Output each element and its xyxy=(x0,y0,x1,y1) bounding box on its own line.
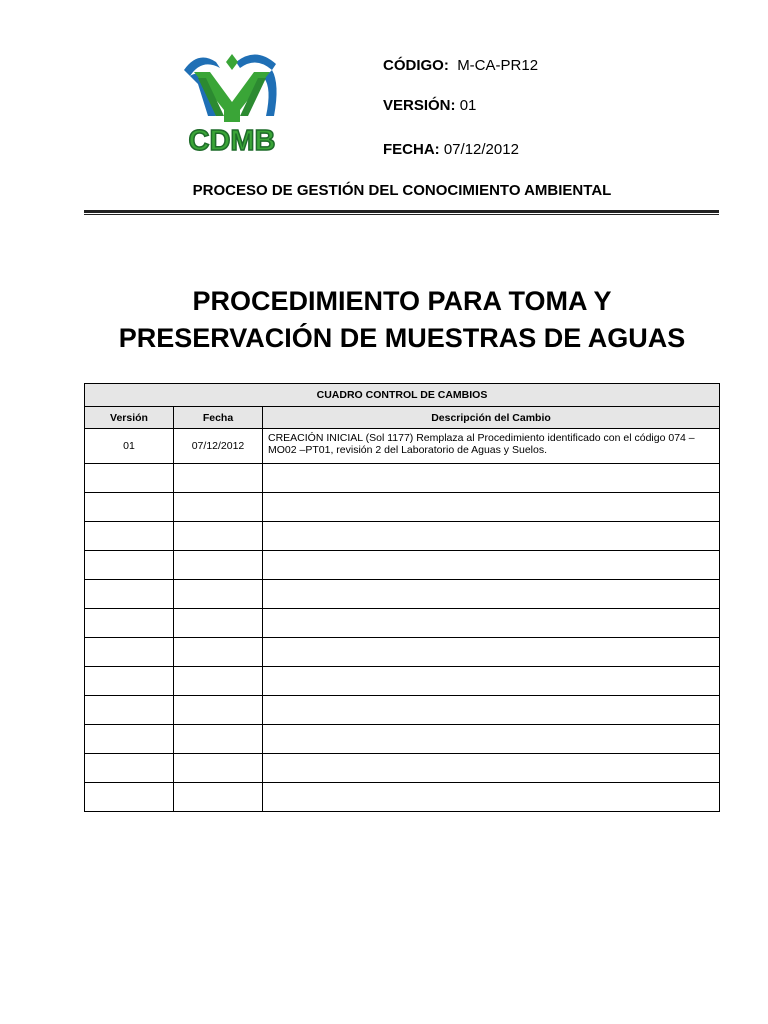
document-title xyxy=(84,283,720,357)
empty-cell xyxy=(263,754,720,783)
empty-cell xyxy=(85,783,174,812)
empty-cell xyxy=(85,551,174,580)
table-row-empty xyxy=(85,783,720,812)
version-line xyxy=(383,97,476,114)
cdmb-logo xyxy=(176,44,288,156)
table-row-empty xyxy=(85,493,720,522)
cell-descripcion: CREACIÓN INICIAL (Sol 1177) Remplaza al Procedimiento identificado con el código 074 – MO02 –PT01, revisión 2 del Laboratorio de Aguas y Suelos. xyxy=(263,429,720,464)
empty-cell xyxy=(174,754,263,783)
empty-cell xyxy=(85,667,174,696)
version-value: 01 xyxy=(459,97,477,114)
empty-cell xyxy=(263,783,720,812)
codigo-line xyxy=(383,57,538,74)
fecha-label: FECHA: xyxy=(383,141,440,158)
column-header-descripcion: Descripción del Cambio xyxy=(263,407,720,429)
column-header-fecha: Fecha xyxy=(174,407,263,429)
header-divider-thin xyxy=(84,214,719,215)
empty-cell xyxy=(85,580,174,609)
codigo-label: CÓDIGO: xyxy=(383,57,449,74)
table-row-empty xyxy=(85,464,720,493)
empty-cell xyxy=(263,493,720,522)
table-row-empty xyxy=(85,638,720,667)
empty-cell xyxy=(263,725,720,754)
table-row-empty xyxy=(85,609,720,638)
empty-cell xyxy=(174,493,263,522)
table-row xyxy=(85,429,720,464)
codigo-value: M-CA-PR12 xyxy=(457,57,539,74)
cell-version: 01 xyxy=(85,429,174,464)
empty-cell xyxy=(85,725,174,754)
empty-cell xyxy=(85,522,174,551)
table-row-empty xyxy=(85,667,720,696)
empty-cell xyxy=(174,609,263,638)
empty-cell xyxy=(174,551,263,580)
empty-cell xyxy=(174,696,263,725)
process-name: PROCESO DE GESTIÓN DEL CONOCIMIENTO AMBIENTAL xyxy=(192,182,612,199)
table-row-empty xyxy=(85,551,720,580)
empty-cell xyxy=(263,522,720,551)
title-line-1: PROCEDIMIENTO PARA TOMA Y xyxy=(192,286,612,316)
empty-cell xyxy=(263,464,720,493)
table-row-empty xyxy=(85,580,720,609)
empty-cell xyxy=(263,580,720,609)
empty-cell xyxy=(263,638,720,667)
empty-cell xyxy=(174,638,263,667)
empty-cell xyxy=(263,551,720,580)
fecha-value: 07/12/2012 xyxy=(443,141,519,158)
empty-cell xyxy=(174,464,263,493)
cell-fecha: 07/12/2012 xyxy=(174,429,263,464)
empty-cell xyxy=(263,609,720,638)
empty-cell xyxy=(174,783,263,812)
empty-cell xyxy=(263,667,720,696)
table-row-empty xyxy=(85,522,720,551)
table-caption: CUADRO CONTROL DE CAMBIOS xyxy=(85,384,720,407)
table-row-empty xyxy=(85,754,720,783)
empty-cell xyxy=(174,522,263,551)
empty-cell xyxy=(85,464,174,493)
empty-cell xyxy=(85,754,174,783)
empty-cell xyxy=(85,493,174,522)
changes-table xyxy=(84,383,720,812)
empty-cell xyxy=(85,609,174,638)
version-label: VERSIÓN: xyxy=(383,97,456,114)
empty-cell xyxy=(174,725,263,754)
empty-cell xyxy=(85,696,174,725)
fecha-line xyxy=(383,141,519,158)
empty-cell xyxy=(85,638,174,667)
header-divider-thick xyxy=(84,210,719,213)
table-row-empty xyxy=(85,696,720,725)
logo-text: CDMB xyxy=(188,125,276,156)
empty-cell xyxy=(174,667,263,696)
empty-cell xyxy=(263,696,720,725)
table-row-empty xyxy=(85,725,720,754)
empty-cell xyxy=(174,580,263,609)
column-header-version: Versión xyxy=(85,407,174,429)
title-line-2: PRESERVACIÓN DE MUESTRAS DE AGUAS xyxy=(118,323,686,353)
